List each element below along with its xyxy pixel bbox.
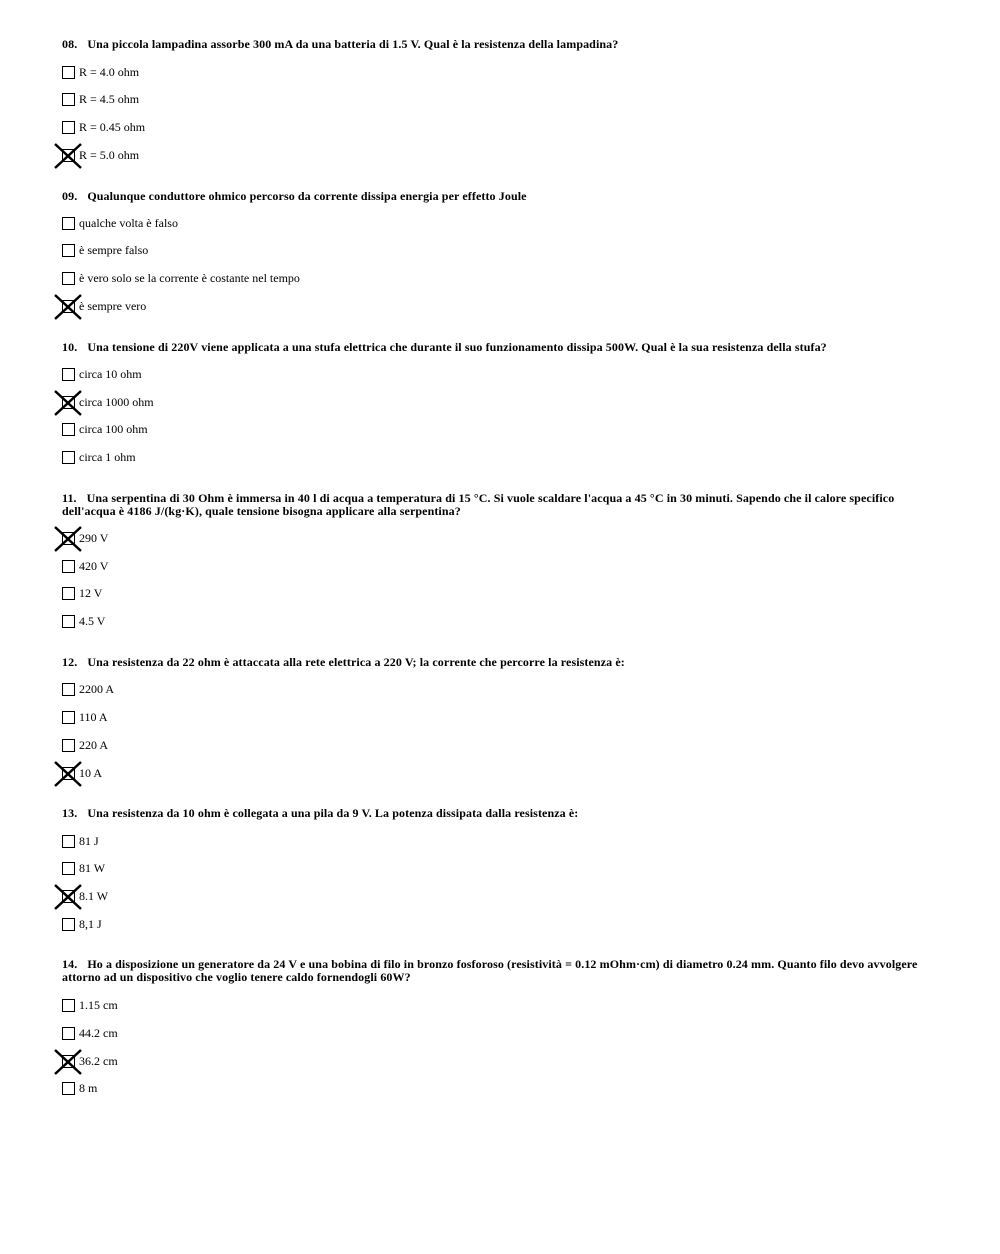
option-d[interactable]	[62, 449, 136, 465]
cross-mark-icon	[53, 760, 83, 788]
option-label: è sempre falso	[79, 242, 149, 257]
cross-mark-icon	[53, 1048, 83, 1076]
option-c[interactable]	[62, 1053, 118, 1069]
checkbox-checked[interactable]	[62, 767, 75, 780]
question-08	[62, 37, 937, 162]
question-body: Una piccola lampadina assorbe 300 mA da una batteria di 1.5 V. Qual è la resistenza della lampadina?	[87, 37, 619, 51]
option-b[interactable]	[62, 91, 139, 107]
option-label: R = 5.0 ohm	[79, 147, 140, 162]
option-label: R = 4.5 ohm	[79, 91, 140, 106]
option-label: R = 0.45 ohm	[79, 119, 146, 134]
checkbox[interactable]	[62, 918, 75, 931]
option-label: è vero solo se la corrente è costante nel tempo	[79, 270, 300, 285]
question-body: Una resistenza da 22 ohm è attaccata alla rete elettrica a 220 V; la corrente che percorre la resistenza è:	[87, 655, 625, 669]
option-label: 81 J	[79, 833, 99, 848]
option-c[interactable]	[62, 888, 108, 904]
option-label: 4.5 V	[79, 613, 106, 628]
checkbox-checked[interactable]	[62, 396, 75, 409]
option-c[interactable]	[62, 119, 145, 135]
question-text	[62, 190, 937, 203]
checkbox-checked[interactable]	[62, 149, 75, 162]
option-label: 44.2 cm	[79, 1025, 118, 1040]
option-label: 36.2 cm	[79, 1053, 118, 1068]
option-label: 8,1 J	[79, 916, 102, 931]
checkbox[interactable]	[62, 615, 75, 628]
checkbox[interactable]	[62, 368, 75, 381]
option-c[interactable]	[62, 270, 300, 286]
option-label: qualche volta è falso	[79, 215, 178, 230]
checkbox[interactable]	[62, 93, 75, 106]
question-text	[62, 492, 937, 518]
checkbox[interactable]	[62, 272, 75, 285]
question-body: Una resistenza da 10 ohm è collegata a una pila da 9 V. La potenza dissipata dalla resistenza è:	[87, 806, 579, 820]
option-d[interactable]	[62, 1080, 97, 1096]
checkbox[interactable]	[62, 66, 75, 79]
option-a[interactable]	[62, 997, 118, 1013]
option-b[interactable]	[62, 860, 105, 876]
option-d[interactable]	[62, 765, 102, 781]
option-a[interactable]	[62, 215, 178, 231]
cross-mark-icon	[53, 293, 83, 321]
checkbox[interactable]	[62, 1082, 75, 1095]
question-14	[62, 957, 937, 1095]
question-number: 11.	[62, 491, 77, 505]
checkbox[interactable]	[62, 739, 75, 752]
question-10	[62, 340, 937, 464]
checkbox[interactable]	[62, 451, 75, 464]
question-number: 13.	[62, 806, 78, 820]
option-label: circa 1000 ohm	[79, 394, 154, 409]
question-text	[62, 38, 937, 51]
option-label: 8.1 W	[79, 888, 109, 903]
question-09	[62, 189, 937, 313]
question-text	[62, 656, 937, 669]
question-13	[62, 806, 937, 931]
checkbox[interactable]	[62, 683, 75, 696]
question-text	[62, 341, 937, 354]
cross-mark-icon	[53, 525, 83, 553]
question-11	[62, 491, 937, 628]
option-label: 8 m	[79, 1080, 98, 1095]
checkbox[interactable]	[62, 1027, 75, 1040]
option-b[interactable]	[62, 709, 108, 725]
question-number: 08.	[62, 37, 78, 51]
option-label: circa 10 ohm	[79, 366, 142, 381]
cross-mark-icon	[53, 389, 83, 417]
option-a[interactable]	[62, 833, 99, 849]
option-d[interactable]	[62, 916, 102, 932]
question-body: Una serpentina di 30 Ohm è immersa in 40 l di acqua a temperatura di 15 °C. Si vuole scaldare l'acqua a 45 °C in 30 minuti. Sapendo che il calore specifico dell'acqua è 4186 J/(kg·K), quale tensione bisogna applicare alla serpentina?	[62, 491, 895, 518]
option-c[interactable]	[62, 421, 148, 437]
option-b[interactable]	[62, 394, 154, 410]
option-b[interactable]	[62, 242, 148, 258]
option-c[interactable]	[62, 585, 102, 601]
option-label: 290 V	[79, 530, 109, 545]
question-12	[62, 655, 937, 780]
option-b[interactable]	[62, 558, 108, 574]
checkbox[interactable]	[62, 217, 75, 230]
checkbox[interactable]	[62, 244, 75, 257]
checkbox[interactable]	[62, 711, 75, 724]
option-c[interactable]	[62, 737, 108, 753]
option-b[interactable]	[62, 1025, 118, 1041]
option-a[interactable]	[62, 530, 108, 546]
option-label: 420 V	[79, 558, 109, 573]
option-label: 1.15 cm	[79, 997, 118, 1012]
option-label: è sempre vero	[79, 298, 147, 313]
option-label: 10 A	[79, 765, 103, 780]
question-text	[62, 807, 937, 820]
checkbox[interactable]	[62, 121, 75, 134]
option-a[interactable]	[62, 681, 114, 697]
question-number: 09.	[62, 189, 78, 203]
cross-mark-icon	[53, 883, 83, 911]
option-a[interactable]	[62, 64, 139, 80]
checkbox[interactable]	[62, 999, 75, 1012]
question-number: 14.	[62, 957, 78, 971]
question-body: Qualunque conduttore ohmico percorso da corrente dissipa energia per effetto Joule	[87, 189, 527, 203]
question-text	[62, 958, 937, 984]
checkbox[interactable]	[62, 560, 75, 573]
checkbox-checked[interactable]	[62, 1055, 75, 1068]
checkbox-checked[interactable]	[62, 300, 75, 313]
checkbox-checked[interactable]	[62, 532, 75, 545]
checkbox[interactable]	[62, 423, 75, 436]
question-number: 12.	[62, 655, 78, 669]
checkbox[interactable]	[62, 587, 75, 600]
option-label: 12 V	[79, 585, 103, 600]
option-d[interactable]	[62, 298, 146, 314]
option-d[interactable]	[62, 613, 105, 629]
option-label: 2200 A	[79, 681, 115, 696]
question-body: Ho a disposizione un generatore da 24 V e una bobina di filo in bronzo fosforoso (resistività = 0.12 mOhm·cm) di diametro 0.24 mm. Quanto filo devo avvolgere attorno ad un dispositivo che voglio tenere caldo fornendogli 60W?	[62, 957, 918, 984]
checkbox[interactable]	[62, 862, 75, 875]
option-label: R = 4.0 ohm	[79, 64, 140, 79]
question-body: Una tensione di 220V viene applicata a una stufa elettrica che durante il suo funzionamento dissipa 500W. Qual è la sua resistenza della stufa?	[87, 340, 827, 354]
checkbox[interactable]	[62, 835, 75, 848]
option-label: circa 100 ohm	[79, 421, 148, 436]
option-label: 110 A	[79, 709, 108, 724]
option-a[interactable]	[62, 366, 142, 382]
option-label: 81 W	[79, 860, 106, 875]
option-label: 220 A	[79, 737, 109, 752]
question-number: 10.	[62, 340, 78, 354]
option-d[interactable]	[62, 147, 139, 163]
checkbox-checked[interactable]	[62, 890, 75, 903]
cross-mark-icon	[53, 142, 83, 170]
option-label: circa 1 ohm	[79, 449, 136, 464]
